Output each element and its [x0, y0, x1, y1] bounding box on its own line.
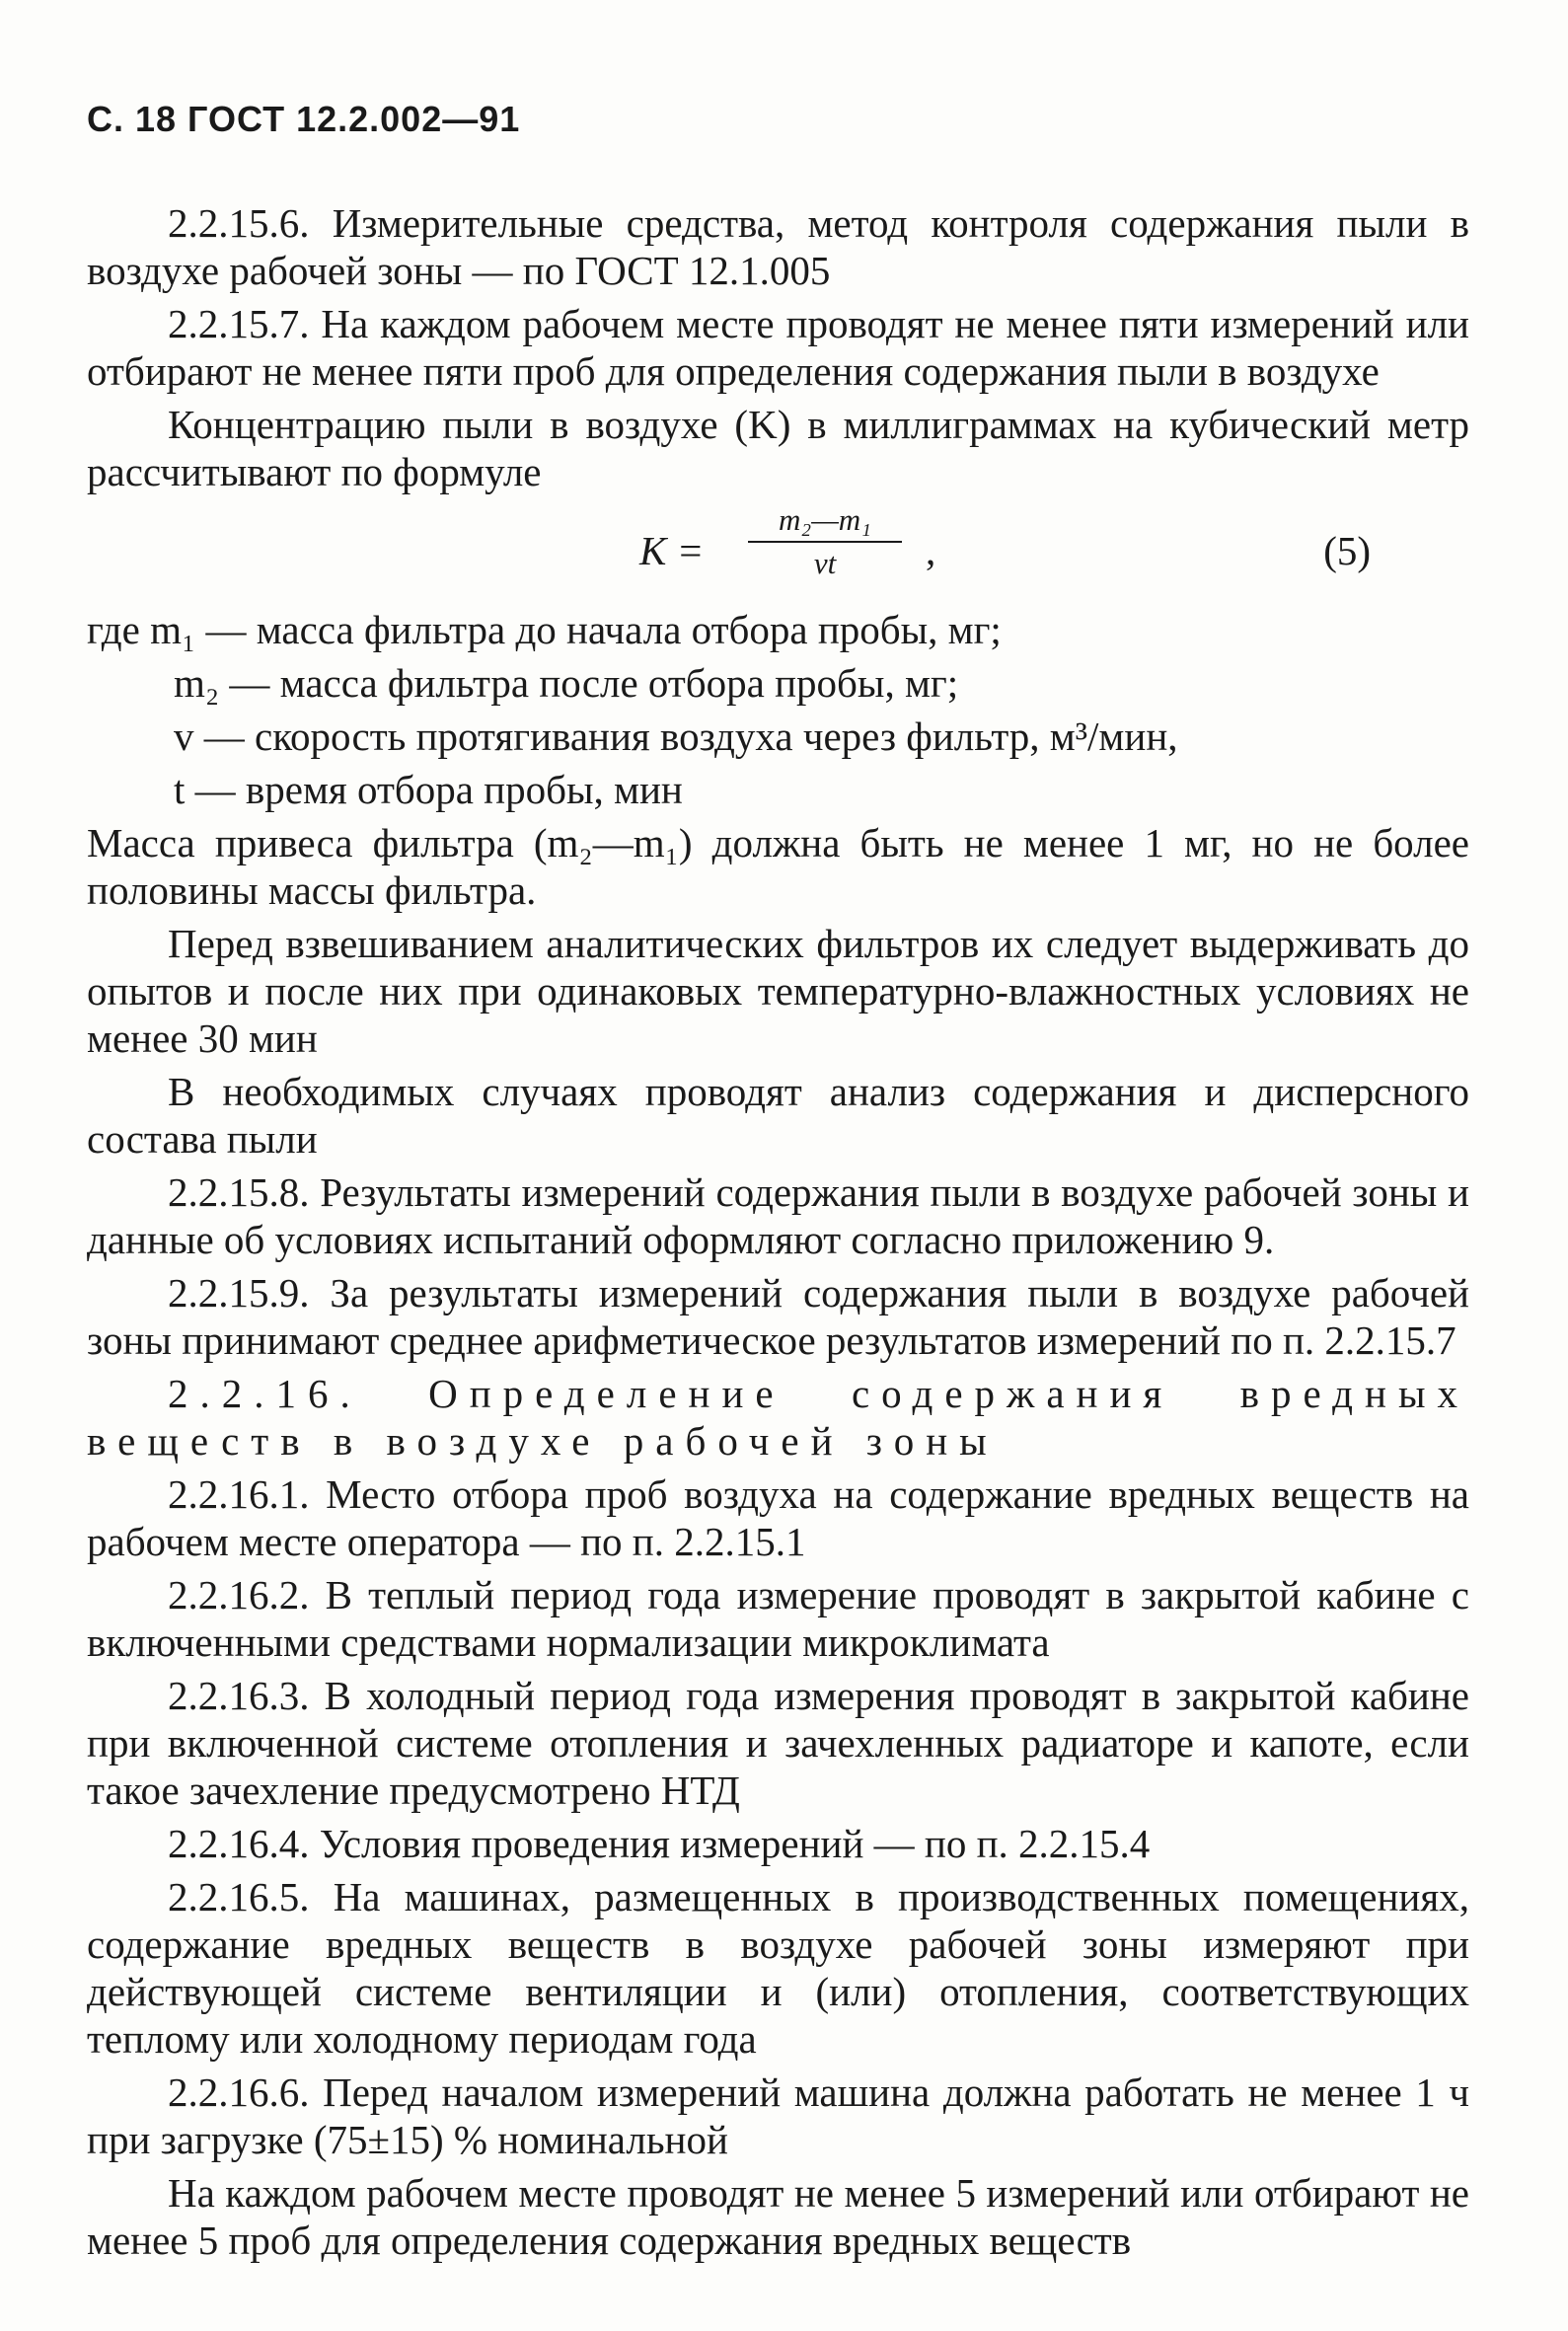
definition-t: t — время отбора пробы, мин — [174, 767, 683, 812]
formula-5 — [87, 501, 1469, 600]
formula-numerator: m₂—m₁ — [779, 502, 871, 537]
paragraph-dispersion: В необходимых случаях проводят анализ содержания и дисперсного состава пыли — [87, 1069, 1469, 1162]
paragraph-2-2-16-1: 2.2.16.1. Место отбора проб воздуха на содержание вредных веществ на рабочем месте оператора — по п. 2.2.15.1 — [87, 1471, 1469, 1564]
paragraph-2-2-16-3: 2.2.16.3. В холодный период года измерения проводят в закрытой кабине при включенной системе отопления и зачехленных радиаторе и капоте, если такое зачехление предусмотрено НТД — [87, 1673, 1469, 1813]
formula-number: (5) — [1323, 528, 1371, 573]
paragraph-filter-weight: Масса привеса фильтра (m₂—m₁) должна быть не менее 1 мг, но не более половины массы фильтра. — [87, 820, 1469, 913]
paragraph-2-2-16-2: 2.2.16.2. В теплый период года измерение проводят в закрытой кабине с включенными средствами нормализации микроклимата — [87, 1572, 1469, 1665]
paragraph-concentration-intro: Концентрацию пыли в воздухе (K) в миллиграммах на кубический метр рассчитывают по формуле — [87, 402, 1469, 494]
paragraph-2-2-16-6: 2.2.16.6. Перед началом измерений машина должна работать не менее 1 ч при загрузке (75±15) % номинальной — [87, 2069, 1469, 2162]
formula-fraction — [736, 501, 914, 582]
page-header: С. 18 ГОСТ 12.2.002—91 — [87, 99, 521, 139]
paragraph-samples: На каждом рабочем месте проводят не менее 5 измерений или отбирают не менее 5 проб для определения содержания вредных веществ — [87, 2170, 1469, 2263]
paragraph-2-2-16-4: 2.2.16.4. Условия проведения измерений — по п. 2.2.15.4 — [168, 1821, 1151, 1866]
formula-denominator: vt — [813, 546, 837, 580]
paragraph-2-2-15-8: 2.2.15.8. Результаты измерений содержания пыли в воздухе рабочей зоны и данные об условиях испытаний оформляют согласно приложению 9. — [87, 1169, 1469, 1262]
paragraph-2-2-15-9: 2.2.15.9. За результаты измерений содержания пыли в воздухе рабочей зоны принимают среднее арифметическое результатов измерений по п. 2.2.15.7 — [87, 1270, 1469, 1363]
definition-m1: где m₁ — масса фильтра до начала отбора пробы, мг; — [87, 607, 1002, 652]
paragraph-2-2-15-7: 2.2.15.7. На каждом рабочем месте проводят не менее пяти измерений или отбирают не менее пяти проб для определения содержания пыли в воздухе — [87, 301, 1469, 394]
formula-lhs: K = — [639, 528, 705, 573]
fraction-bar — [748, 541, 902, 543]
definition-m2: m₂ — масса фильтра после отбора пробы, мг; — [174, 660, 959, 706]
formula-comma: , — [926, 528, 936, 573]
definition-v: v — скорость протягивания воздуха через фильтр, м³/мин, — [174, 714, 1178, 759]
paragraph-weighing: Перед взвешиванием аналитических фильтров их следует выдерживать до опытов и после них при одинаковых температурно-влажностных условиях не менее 30 мин — [87, 921, 1469, 1061]
section-heading-2-2-16: 2.2.16. Определение содержания вредных веществ в воздухе рабочей зоны — [87, 1371, 1469, 1464]
paragraph-2-2-15-6: 2.2.15.6. Измерительные средства, метод контроля содержания пыли в воздухе рабочей зоны — по ГОСТ 12.1.005 — [87, 200, 1469, 293]
formula-definitions — [87, 606, 1469, 813]
paragraph-2-2-16-5: 2.2.16.5. На машинах, размещенных в производственных помещениях, содержание вредных веществ в воздухе рабочей зоны измеряют при действующей системе вентиляции и (или) отопления, соответствующих теплому или холодному периодам года — [87, 1874, 1469, 2062]
document-body — [87, 199, 1469, 2264]
